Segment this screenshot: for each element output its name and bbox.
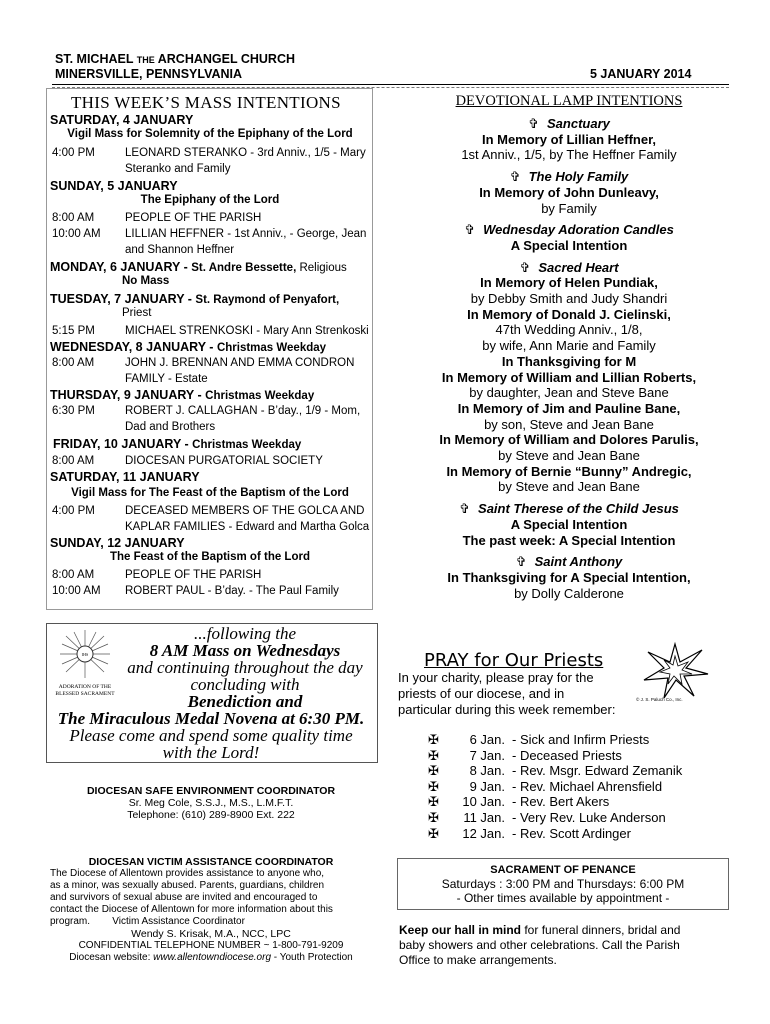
mass-time: 8:00 AM (52, 455, 95, 467)
devotion-donor: by Dolly Calderone (514, 585, 624, 601)
safe-env-phone: Telephone: (610) 289-8900 Ext. 222 (127, 809, 295, 821)
safe-env-name: Sr. Meg Cole, S.S.J., M.S., L.M.F.T. (128, 797, 294, 809)
mass-day-note: Vigil Mass for The Feast of the Baptism of the Lord (71, 487, 349, 499)
devotion-category-label: Sanctuary (547, 116, 610, 131)
devotion-donor: by son, Steve and Jean Bane (484, 416, 654, 432)
safe-env-title: DIOCESAN SAFE ENVIRONMENT COORDINATOR (86, 785, 336, 797)
day-label: FRIDAY, 10 JANUARY - (53, 437, 193, 451)
victim-text-2: as a minor, was sexually abused. Parents, guardians, children (50, 880, 325, 891)
devotion-category (398, 260, 740, 276)
devotion-category (398, 222, 740, 238)
priest-date: 7 Jan. (469, 747, 505, 763)
logo-caption-1: ADORATION OF THE (58, 684, 112, 690)
adoration-line-5: Benediction and (187, 692, 303, 711)
victim-text-4: contact the Diocese of Allentown for more information about this (50, 904, 333, 915)
pray-priests-title: PRAY for Our Priests (424, 650, 604, 671)
mass-intentions-title: THIS WEEK’S MASS INTENTIONS (71, 93, 341, 112)
priest-name: - Rev. Msgr. Edward Zemanik (512, 763, 683, 779)
starburst-icon (640, 640, 710, 700)
devotion-intention: In Memory of Donald J. Cielinski, (467, 306, 671, 322)
priest-date: 9 Jan. (469, 778, 505, 794)
cross-icon: ✞ (528, 116, 540, 131)
mass-time: 10:00 AM (52, 228, 101, 240)
devotion-donor: by daughter, Jean and Steve Bane (469, 385, 669, 401)
devotion-intention: The past week: A Special Intention (462, 532, 676, 548)
devotion-intention: In Memory of Lillian Heffner, (481, 131, 657, 147)
mass-entry (52, 567, 372, 583)
devotion-category (398, 116, 740, 132)
devotion-intention: A Special Intention (510, 516, 628, 532)
victim-coordinator-name: Wendy S. Krisak, M.A., NCC, LPC (131, 928, 291, 940)
victim-website-line (46, 952, 376, 964)
mass-day-note: The Feast of the Baptism of the Lord (110, 551, 310, 563)
devotion-donor: by Debby Smith and Judy Shandri (470, 291, 668, 306)
mass-intention: JOHN J. BRENNAN AND EMMA CONDRON FAMILY - Estate (125, 357, 355, 385)
victim-text-1: The Diocese of Allentown provides assistance to anyone who, (50, 868, 325, 879)
devotion-category (398, 554, 740, 570)
hall-rest-2: baby showers and other celebrations. Call the Parish (399, 938, 680, 952)
pray-intro-2: priests of our diocese, and in (398, 686, 565, 701)
devotion-category-label: Saint Therese of the Child Jesus (478, 501, 679, 517)
devotion-donor: by Family (541, 200, 597, 216)
devotion-donor: 1st Anniv., 1/5, by The Heffner Family (461, 147, 677, 163)
mass-entry (52, 210, 372, 226)
church-location: MINERSVILLE, PENNSYLVANIA (55, 67, 243, 81)
mass-entry (52, 583, 372, 599)
victim-text-5: program. Victim Assistance Coordinator (50, 916, 245, 927)
priest-name: - Very Rev. Luke Anderson (512, 810, 666, 825)
adoration-line-1: ...following the (194, 624, 296, 643)
saint-label: St. Raymond of Penyafort, (195, 294, 340, 306)
penance-title: SACRAMENT OF PENANCE (490, 864, 636, 876)
devotion-category (398, 501, 740, 517)
penance-appointment: - Other times available by appointment - (456, 891, 670, 905)
priest-list-item (428, 732, 728, 748)
mass-intention: ROBERT PAUL - B’day. - The Paul Family (125, 585, 339, 597)
day-label: WEDNESDAY, 8 JANUARY - (50, 340, 217, 354)
adoration-line-8: with the Lord! (162, 743, 260, 762)
mass-day-heading (50, 291, 339, 308)
mass-time: 5:15 PM (52, 325, 95, 337)
cross-icon: ✞ (515, 554, 527, 570)
cross-icon: ✞ (459, 501, 471, 517)
day-label: SATURDAY, 4 JANUARY (50, 113, 194, 127)
devotion-category-label: Sacred Heart (538, 259, 619, 275)
saint-extra: Religious (296, 262, 347, 274)
priest-name: - Rev. Scott Ardinger (512, 825, 631, 841)
mass-intention: PEOPLE OF THE PARISH (125, 212, 262, 224)
svg-text:IHS: IHS (81, 652, 89, 657)
devotion-donor: 47th Wedding Anniv., 1/8, (495, 322, 643, 338)
mass-intention: PEOPLE OF THE PARISH (125, 569, 262, 581)
cross-icon: ✞ (519, 259, 531, 275)
cross-pattee-icon: ✠ (428, 763, 439, 779)
mass-intention: DECEASED MEMBERS OF THE GOLCA AND KAPLAR FAMILIES - Edward and Martha Golca (125, 505, 370, 533)
priest-date: 11 Jan. (463, 810, 505, 825)
devotion-intention: In Memory of Bernie “Bunny” Andregic, (446, 463, 692, 479)
mass-entry (52, 355, 372, 387)
mass-time: 8:00 AM (52, 212, 95, 224)
mass-intention: ROBERT J. CALLAGHAN - B’day., 1/9 - Mom, Dad and Brothers (125, 405, 361, 433)
cross-pattee-icon: ✠ (428, 794, 439, 810)
mass-time: 8:00 AM (52, 569, 95, 581)
priest-date: 8 Jan. (469, 763, 505, 779)
priest-list-item (428, 763, 728, 779)
paluch-credit: © J. S. Paluch Co., Inc. (636, 697, 683, 702)
mass-day-heading (50, 178, 178, 194)
devotion-donor: by Steve and Jean Bane (498, 479, 640, 495)
mass-time: 4:00 PM (52, 147, 95, 159)
monstrance-icon (52, 628, 118, 686)
day-label: SUNDAY, 12 JANUARY (50, 536, 185, 550)
mass-time: 6:30 PM (52, 405, 95, 417)
devotion-intention: In Memory of William and Lillian Roberts, (441, 369, 697, 385)
day-label: THURSDAY, 9 JANUARY - (50, 388, 206, 402)
mass-day-note: The Epiphany of the Lord (140, 194, 280, 206)
priest-date: 12 Jan. (462, 825, 505, 841)
mass-intention: MICHAEL STRENKOSKI - Mary Ann Strenkoski (125, 325, 369, 337)
mass-entry (52, 453, 372, 469)
devotion-intention: In Thanksgiving for M (501, 353, 637, 369)
priest-name: - Rev. Bert Akers (512, 794, 610, 810)
priest-list-item (428, 810, 728, 826)
priest-list-item (428, 779, 728, 795)
day-label: SUNDAY, 5 JANUARY (50, 179, 178, 193)
mass-time: 10:00 AM (52, 585, 101, 597)
mass-entry (52, 403, 372, 435)
adoration-line-4: concluding with (190, 675, 300, 694)
victim-phone: CONFIDENTIAL TELEPHONE NUMBER ~ 1-800-791-9209 (78, 940, 344, 951)
priest-name: - Sick and Infirm Priests (512, 732, 650, 747)
cross-pattee-icon: ✠ (428, 778, 439, 794)
devotion-category-label: The Holy Family (528, 169, 629, 185)
mass-time: 4:00 PM (52, 505, 95, 517)
mass-entry (52, 226, 372, 258)
pray-intro-1: In your charity, please pray for the (398, 670, 594, 685)
devotion-donor: by Steve and Jean Bane (498, 448, 640, 463)
adoration-line-2: 8 AM Mass on Wednesdays (149, 641, 341, 660)
cross-pattee-icon: ✠ (428, 825, 439, 841)
saint-label: Christmas Weekday (205, 390, 315, 402)
hall-rest-1: for funeral dinners, bridal and (521, 923, 681, 937)
adoration-line-3: and continuing throughout the day (127, 658, 363, 677)
adoration-logo (52, 628, 118, 698)
mass-intention: LILLIAN HEFFNER - 1st Anniv., - George, Jean and Shannon Heffner (125, 228, 367, 256)
cross-pattee-icon: ✠ (428, 732, 439, 747)
mass-day-heading (53, 436, 301, 453)
mass-day-note: Priest (122, 307, 152, 319)
hall-notice (399, 923, 680, 968)
cross-icon: ✞ (509, 169, 521, 185)
cross-icon: ✞ (464, 222, 476, 238)
priest-list-item (428, 826, 728, 842)
mass-day-heading (50, 259, 347, 276)
mass-time: 8:00 AM (52, 357, 95, 369)
mass-entry (52, 145, 372, 177)
devotion-intention: In Memory of Jim and Pauline Bane, (457, 400, 681, 416)
priest-name: - Rev. Michael Ahrensfield (512, 778, 663, 794)
day-label: TUESDAY, 7 JANUARY - (50, 292, 196, 306)
devotion-intention: In Memory of William and Dolores Parulis, (439, 432, 699, 448)
devotion-intention: In Thanksgiving for A Special Intention, (447, 569, 691, 585)
priest-list-item (428, 748, 728, 764)
mass-day-heading (50, 387, 314, 404)
mass-entry (52, 503, 372, 535)
day-label: MONDAY, 6 JANUARY - (50, 260, 192, 274)
devotion-intention: In Memory of John Dunleavy, (479, 184, 659, 200)
cross-pattee-icon: ✠ (428, 810, 439, 825)
bulletin-date: 5 JANUARY 2014 (590, 67, 692, 81)
mass-day-note: No Mass (122, 275, 170, 287)
mass-day-note: Vigil Mass for Solemnity of the Epiphany of the Lord (67, 128, 353, 140)
mass-entry (52, 323, 372, 339)
devotion-category (398, 169, 740, 185)
saint-label: Christmas Weekday (192, 439, 302, 451)
adoration-line-6: The Miraculous Medal Novena at 6:30 PM. (57, 709, 365, 728)
hall-bold: Keep our hall in mind (399, 923, 522, 937)
logo-caption-2: BLESSED SACRAMENT (55, 691, 115, 697)
devotion-donor: by wife, Ann Marie and Family (482, 338, 656, 354)
header-rule (52, 84, 729, 85)
cross-pattee-icon: ✠ (428, 747, 439, 763)
website-suffix: - Youth Protection (271, 952, 353, 963)
victim-title: DIOCESAN VICTIM ASSISTANCE COORDINATOR (88, 856, 334, 868)
mass-intention: DIOCESAN PURGATORIAL SOCIETY (125, 455, 323, 467)
mass-day-heading (50, 112, 193, 128)
victim-text-3: and survivors of sexual abuse are invited and encouraged to (50, 892, 318, 903)
priest-date: 6 Jan. (469, 732, 505, 747)
priest-name: - Deceased Priests (512, 747, 622, 763)
diocese-website-link[interactable]: www.allentowndiocese.org (153, 952, 272, 963)
pray-intro-3: particular during this week remember: (398, 702, 616, 717)
penance-times: Saturdays : 3:00 PM and Thursdays: 6:00 PM (441, 877, 685, 891)
saint-label: St. Andre Bessette, (191, 262, 297, 274)
mass-intention: LEONARD STERANKO - 3rd Anniv., 1/5 - Mary Steranko and Family (125, 147, 366, 175)
hall-rest-3: Office to make arrangements. (399, 953, 557, 967)
devotion-category-label: Wednesday Adoration Candles (483, 222, 674, 238)
saint-label: Christmas Weekday (216, 342, 327, 354)
mass-day-heading (50, 535, 185, 551)
priest-list-item (428, 794, 728, 810)
mass-day-heading (50, 469, 200, 485)
devotion-intention: A Special Intention (510, 237, 628, 253)
mass-day-heading (50, 339, 326, 356)
day-label: SATURDAY, 11 JANUARY (50, 470, 200, 484)
website-label: Diocesan website: (69, 952, 154, 963)
adoration-line-7: Please come and spend some quality time (69, 726, 353, 745)
priest-date: 10 Jan. (462, 794, 505, 810)
devotion-category-label: Saint Anthony (534, 554, 623, 570)
church-name: ST. MICHAEL THE ARCHANGEL CHURCH (55, 52, 296, 66)
devotional-title: DEVOTIONAL LAMP INTENTIONS (455, 93, 683, 109)
devotion-intention: In Memory of Helen Pundiak, (480, 275, 658, 291)
